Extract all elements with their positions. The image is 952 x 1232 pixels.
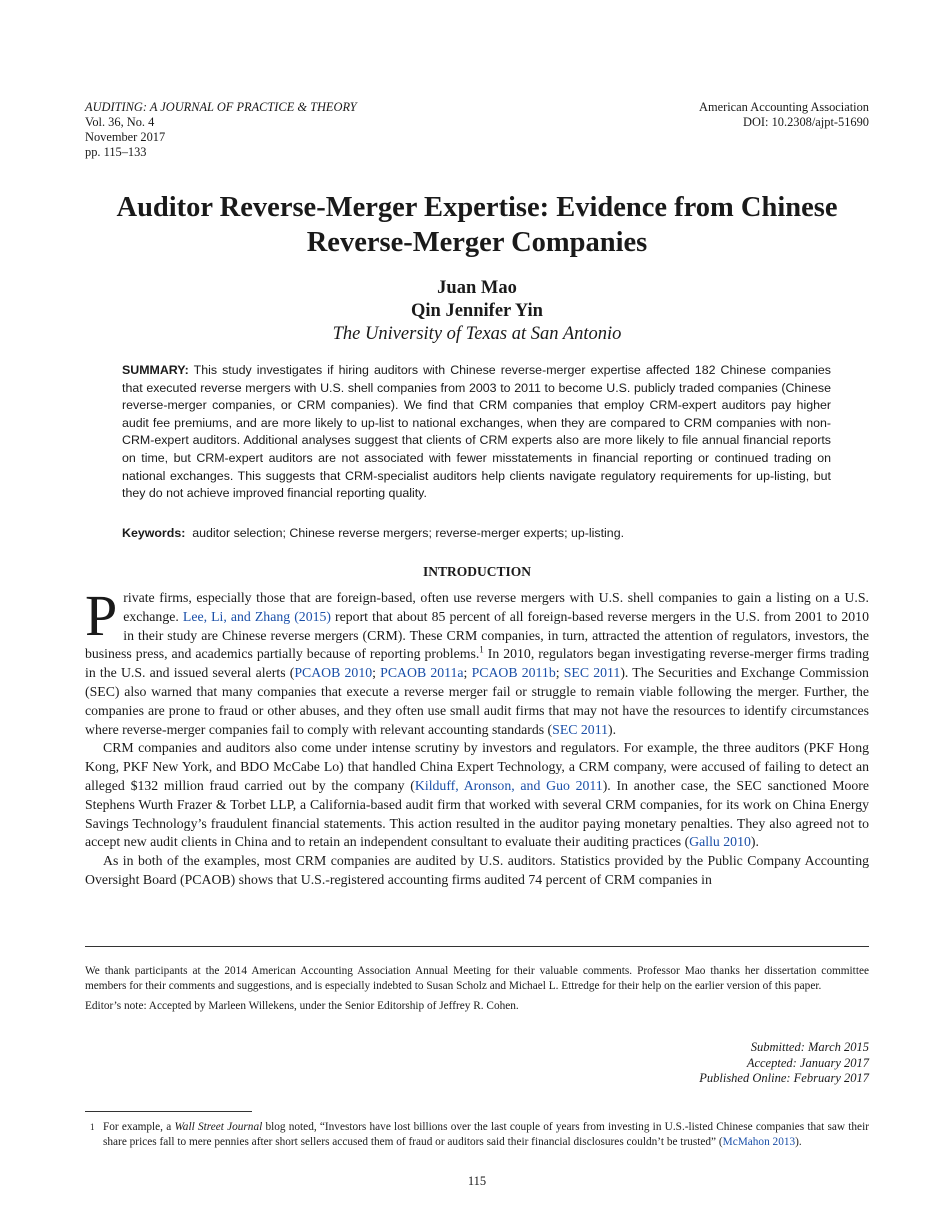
- text-run: blog noted, “Investors have lost billions over the last couple of years from investing in U.S.-listed Chinese companies that saw their share prices fall to mere pennies after short sellers accused them of fraud or auditors said their financial disclosures couldn’t be trusted” (: [103, 1121, 869, 1148]
- abstract: [122, 362, 831, 503]
- affiliation: The University of Texas at San Antonio: [332, 324, 622, 344]
- footnote-ref[interactable]: 1: [479, 644, 484, 655]
- publisher: American Accounting Association: [699, 100, 869, 114]
- citation-link[interactable]: Kilduff, Aronson, and Guo 2011: [414, 777, 603, 793]
- published-date: Published Online: February 2017: [699, 1071, 869, 1085]
- paragraph-1: [85, 583, 869, 739]
- accepted-date: Accepted: January 2017: [746, 1055, 869, 1070]
- text-run: ;: [555, 665, 564, 681]
- page-number: 115: [467, 1174, 487, 1188]
- text-run: ). The Securities and Exchange Commission (SEC) also warned that many companies that execute a reverse merger fail or struggle to remain viable following the merger. Further, the companies are prone to fraud or other abuses, and they often use small audit firms that may not have the resources to identify circumstances where reverse-merger companies fail to comply with relevant accounting standards (: [85, 665, 869, 737]
- journal-name: AUDITING: A JOURNAL OF PRACTICE & THEORY: [85, 100, 357, 114]
- summary-label: SUMMARY:: [122, 363, 189, 377]
- text-run: ).: [750, 834, 759, 850]
- keywords-text: auditor selection; Chinese reverse mergers; reverse-merger experts; up-listing.: [192, 526, 625, 540]
- citation-link[interactable]: McMahon 2013: [722, 1135, 796, 1148]
- summary-text: This study investigates if hiring auditors with Chinese reverse-merger expertise affected 182 Chinese companies that executed reverse mergers with U.S. shell companies from 2003 to 2011 to become U.S. publicly traded companies (Chinese reverse-merger companies, or CRM companies). We find that CRM companies that employ CRM-expert auditors pay higher audit fee premiums, and are more likely to up-list to national exchanges, when they are compared to CRM companies with non-CRM-expert auditors. Additional analyses suggest that clients of CRM experts also are more likely to file annual financial reports on time, but CRM-expert auditors are not associated with fewer misstatements in financial reporting or continued trading on national exchanges. This suggests that CRM-specialist auditors help clients navigate regulatory requirements for up-listing, but they do not achieve improved financial reporting quality.: [122, 363, 832, 501]
- citation-link[interactable]: PCAOB 2011b: [471, 665, 556, 681]
- volume: Vol. 36, No. 4: [85, 115, 155, 129]
- footnote-number: 1: [90, 1122, 95, 1132]
- acknowledgment-text: We thank participants at the 2014 American Accounting Association Annual Meeting for their valuable comments. Professor Mao thanks her dissertation committee members for their comments and suggestions, and is especially indebted to Susan Scholz and Michael L. Ettredge for their help on the earlier version of this paper.: [85, 965, 869, 992]
- citation-link[interactable]: PCAOB 2010: [294, 665, 373, 681]
- text-run: rivate firms, especially those that are foreign-based, often use reverse mergers with U.S. shell companies to gain a listing on a U.S. exchange.: [123, 590, 869, 624]
- title-line-1: Auditor Reverse-Merger Expertise: Evidence from Chinese: [116, 192, 838, 223]
- issue-date: November 2017: [85, 130, 166, 144]
- journal-info: [85, 100, 357, 160]
- citation-link[interactable]: SEC 2011: [563, 665, 621, 681]
- section-heading: INTRODUCTION: [422, 564, 531, 579]
- submitted-date: Submitted: March 2015: [750, 1040, 869, 1054]
- title-line-2: Reverse-Merger Companies: [306, 227, 648, 258]
- paragraph-2: [85, 739, 869, 852]
- text-run: In 2010, regulators began investigating reverse-merger firms trading in the U.S. and issued several alerts (: [85, 646, 869, 681]
- text-run: For example, a: [103, 1121, 175, 1133]
- citation-link[interactable]: SEC 2011: [552, 721, 608, 737]
- text-run: ). In another case, the SEC sanctioned Moore Stephens Wurth Frazer & Torbet LLP, a California-based audit firm that worked with several CRM companies, for its work on China Energy Savings Technology’s fraudulent financial statements. This action resulted in the auditor paying monetary penalties. They also agreed not to accept new audit clients in China and to retain an independent consultant to evaluate their auditing practices (: [85, 777, 869, 850]
- keywords: [122, 525, 831, 542]
- text-run: As in both of the examples, most CRM companies are audited by U.S. auditors. Statistics provided by the Public Company Accounting Oversight Board (PCAOB) shows that U.S.-registered accounting firms audited 74 percent of CRM companies in: [85, 853, 869, 887]
- text-run: ).: [795, 1135, 802, 1148]
- page-range: pp. 115–133: [85, 145, 147, 159]
- publisher-info: [699, 100, 869, 130]
- text-run: ;: [372, 665, 381, 681]
- keywords-label: Keywords:: [122, 526, 186, 540]
- drop-cap: P: [85, 583, 118, 648]
- acknowledgment: [85, 964, 869, 1020]
- footnote-divider: [85, 1111, 252, 1112]
- submission-dates: [85, 1040, 869, 1087]
- body-text: [85, 583, 869, 890]
- author-block: [85, 277, 869, 346]
- footnote-text: [85, 1120, 869, 1149]
- author-1: Juan Mao: [437, 278, 517, 298]
- citation-link[interactable]: PCAOB 2011a: [380, 665, 464, 681]
- editor-note: Editor’s note: Accepted by Marleen Willekens, under the Senior Editorship of Jeffrey R. Cohen.: [85, 1000, 519, 1013]
- text-run: ;: [463, 665, 472, 681]
- paragraph-3: [85, 852, 869, 890]
- text-run: ).: [607, 721, 617, 737]
- author-2: Qin Jennifer Yin: [411, 301, 543, 321]
- paper-title: [85, 190, 869, 260]
- citation-link[interactable]: Gallu 2010: [689, 834, 751, 850]
- text-run: CRM companies and auditors also come under intense scrutiny by investors and regulators. For example, the three auditors (PKF Hong Kong, PKF New York, and BDO McCabe Lo) that handled China Expert Technology, a CRM company, were accused of failing to detect an alleged $132 million fraud carried out by the company (: [85, 740, 869, 793]
- footnote: [85, 1120, 869, 1149]
- doi[interactable]: DOI: 10.2308/ajpt-51690: [743, 115, 869, 129]
- publication-name: Wall Street Journal: [174, 1121, 263, 1133]
- citation-link[interactable]: Lee, Li, and Zhang (2015): [182, 608, 331, 624]
- text-run: report that about 85 percent of all foreign-based reverse mergers in the U.S. from 2001 to 2010 in their study are Chinese reverse mergers (CRM). These CRM companies, in turn, attracted the attention of regulators, investors, the business press, and academics partially because of reporting problems.: [85, 608, 869, 662]
- footer-divider: [85, 946, 869, 947]
